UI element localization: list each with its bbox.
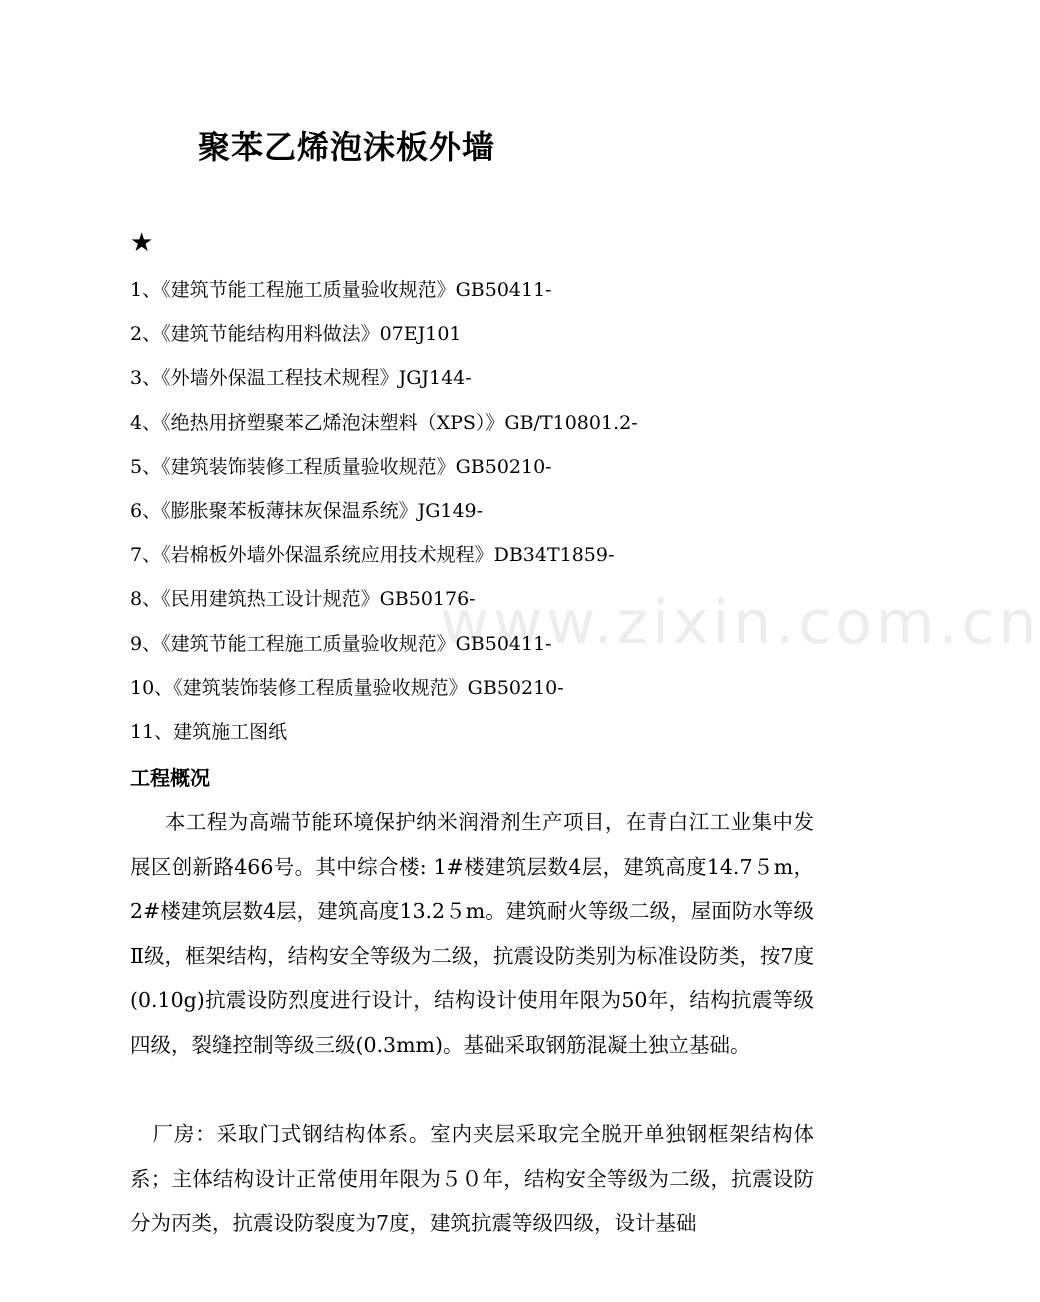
reference-item: 3、《外墙外保温工程技术规程》JGJ144- [130,367,472,390]
reference-item: 11、建筑施工图纸 [130,720,288,743]
factory-paragraph: 厂房：采取门式钢结构体系。室内夹层采取完全脱开单独钢框架结构体系；主体结构设计正常使用年限为５０年，结构安全等级为二级，抗震设防分为丙类，抗震设防裂度为7度，建筑抗震等级四级，设计基础 [130,1122,814,1235]
reference-item: 8、《民用建筑热工设计规范》GB50176- [130,588,476,611]
star-marker: ★ [130,228,154,258]
reference-item: 9、《建筑节能工程施工质量验收规范》GB50411- [130,632,552,655]
reference-item: 7、《岩棉板外墙外保温系统应用技术规程》DB34T1859- [130,544,615,567]
section-heading: 工程概况 [130,766,210,790]
reference-item: 5、《建筑装饰装修工程质量验收规范》GB50210- [130,455,552,478]
reference-item: 6、《膨胀聚苯板薄抹灰保温系统》JG149- [130,499,484,522]
reference-list [130,274,638,760]
reference-item: 10、《建筑装饰装修工程质量验收规范》GB50210- [130,676,564,699]
document-title: 聚苯乙烯泡沫板外墙 [198,128,496,166]
reference-item: 1、《建筑节能工程施工质量验收规范》GB50411- [130,279,552,301]
watermark: www.zixin.com.cn [440,588,1040,658]
overview-paragraph: 本工程为高端节能环境保护纳米润滑剂生产项目，在青白江工业集中发展区创新路466号。其中综合楼: 1#楼建筑层数4层，建筑高度14.7５m，2#楼建筑层数4层，建筑高度13.2５m。建筑耐火等级二级，屋面防水等级Ⅱ级，框架结构，结构安全等级为二级，抗震设防类别为标准设防类，按7度(0.10g)抗震设防烈度进行设计，结构设计使用年限为50年，结构抗震等级四级，裂缝控制等级三级(0.3mm)。基础采取钢筋混凝土独立基础。 [130,810,814,1057]
reference-item: 2、《建筑节能结构用料做法》07EJ101 [130,323,462,346]
reference-item: 4、《绝热用挤塑聚苯乙烯泡沫塑料（XPS）》GB/T10801.2- [130,411,638,434]
